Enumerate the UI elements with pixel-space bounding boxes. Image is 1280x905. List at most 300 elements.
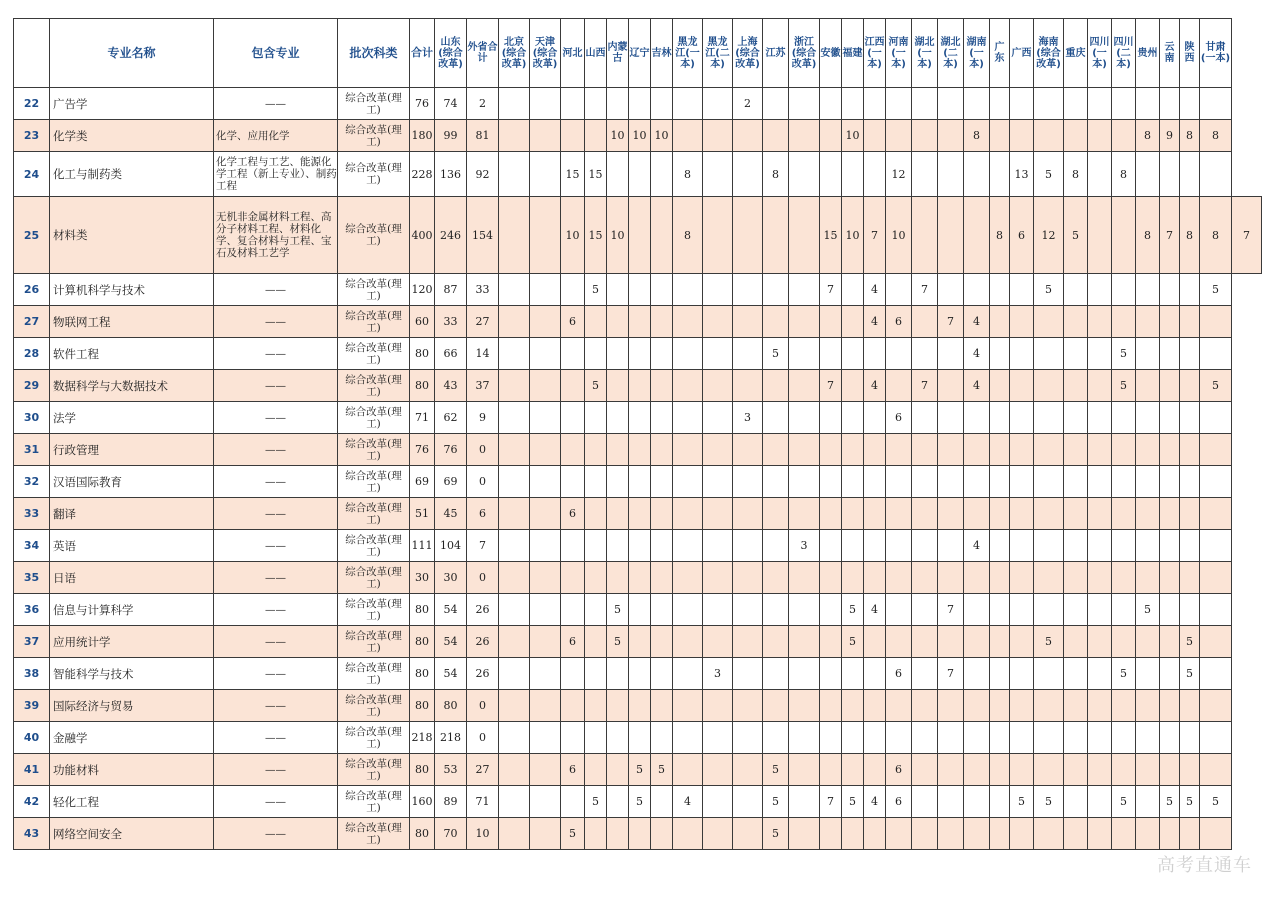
column-header: 湖北(一本) [912,19,938,88]
quota-cell [703,530,733,562]
quota-cell [864,754,886,786]
quota-cell [1200,562,1232,594]
included-majors: —— [214,466,338,498]
quota-cell [733,120,763,152]
quota-cell [703,498,733,530]
quota-cell [1180,498,1200,530]
quota-cell [820,120,842,152]
quota-cell: 89 [435,786,467,818]
quota-cell [1160,338,1180,370]
quota-cell [1010,594,1034,626]
quota-cell [864,530,886,562]
quota-cell: 6 [886,754,912,786]
quota-cell: 5 [585,274,607,306]
row-number: 22 [14,88,50,120]
quota-cell [1010,370,1034,402]
quota-cell [629,152,651,197]
quota-cell [733,197,763,274]
quota-cell: 8 [1136,120,1160,152]
major-name: 法学 [50,402,214,434]
quota-cell: 4 [964,338,990,370]
included-majors: —— [214,370,338,402]
row-number: 30 [14,402,50,434]
quota-cell: 4 [864,306,886,338]
quota-cell: 80 [410,818,435,850]
quota-cell: 3 [733,402,763,434]
table-row [14,786,1262,818]
quota-cell [499,338,530,370]
included-majors: —— [214,530,338,562]
quota-cell: 6 [886,786,912,818]
quota-cell [607,786,629,818]
quota-cell [820,722,842,754]
quota-cell [561,120,585,152]
quota-cell [990,562,1010,594]
quota-cell [763,274,789,306]
column-header: 四川(一本) [1088,19,1112,88]
quota-cell [886,466,912,498]
quota-cell [938,498,964,530]
quota-cell [607,152,629,197]
quota-cell: 4 [964,306,990,338]
quota-cell [561,466,585,498]
quota-cell [964,197,990,274]
quota-cell [1112,562,1136,594]
quota-cell [964,498,990,530]
quota-cell [820,594,842,626]
quota-cell: 5 [607,626,629,658]
row-number: 42 [14,786,50,818]
quota-cell [938,466,964,498]
quota-cell: 8 [1136,197,1160,274]
quota-cell [585,402,607,434]
quota-cell [585,88,607,120]
quota-cell [964,722,990,754]
batch-category: 综合改革(理工) [338,274,410,306]
quota-cell: 4 [864,786,886,818]
quota-cell [820,530,842,562]
batch-category: 综合改革(理工) [338,370,410,402]
quota-cell [1034,722,1064,754]
quota-cell [629,690,651,722]
column-header: 湖北(二本) [938,19,964,88]
quota-cell [990,754,1010,786]
major-name: 数据科学与大数据技术 [50,370,214,402]
quota-cell [912,197,938,274]
row-number: 27 [14,306,50,338]
quota-cell [864,434,886,466]
quota-cell [789,786,820,818]
quota-cell [499,626,530,658]
quota-cell [1088,626,1112,658]
row-number: 23 [14,120,50,152]
quota-cell: 104 [435,530,467,562]
quota-cell [703,786,733,818]
quota-cell [1088,818,1112,850]
quota-cell: 66 [435,338,467,370]
quota-cell: 99 [435,120,467,152]
quota-cell [1136,690,1160,722]
column-header: 上海(综合改革) [733,19,763,88]
quota-cell [651,306,673,338]
quota-cell [585,690,607,722]
quota-cell [1010,434,1034,466]
quota-cell [703,690,733,722]
quota-cell [1064,562,1088,594]
quota-cell: 15 [585,152,607,197]
quota-cell [1034,338,1064,370]
quota-cell: 7 [467,530,499,562]
quota-cell [789,562,820,594]
quota-cell: 80 [410,338,435,370]
quota-cell: 0 [467,562,499,594]
quota-cell [1034,370,1064,402]
quota-cell: 80 [410,626,435,658]
quota-cell [733,786,763,818]
quota-cell [629,338,651,370]
quota-cell: 5 [1034,786,1064,818]
quota-cell [499,466,530,498]
quota-cell [673,120,703,152]
quota-cell: 5 [629,754,651,786]
quota-cell [789,466,820,498]
quota-cell [789,594,820,626]
quota-cell: 0 [467,722,499,754]
quota-cell [1200,402,1232,434]
quota-cell: 4 [864,274,886,306]
batch-category: 综合改革(理工) [338,152,410,197]
quota-cell [964,690,990,722]
quota-cell: 5 [607,594,629,626]
major-name: 材料类 [50,197,214,274]
quota-cell [561,88,585,120]
quota-cell [1088,658,1112,690]
quota-cell [733,466,763,498]
quota-cell [703,626,733,658]
quota-cell [1010,818,1034,850]
quota-cell [673,370,703,402]
quota-cell [499,722,530,754]
column-header: 包含专业 [214,19,338,88]
quota-cell [789,152,820,197]
quota-cell [1136,626,1160,658]
quota-cell [763,402,789,434]
quota-cell: 15 [561,152,585,197]
column-header: 内蒙古 [607,19,629,88]
table-row [14,88,1262,120]
quota-cell [789,818,820,850]
quota-cell: 10 [629,120,651,152]
quota-cell [1180,722,1200,754]
quota-cell [561,338,585,370]
quota-cell [990,120,1010,152]
column-header: 批次科类 [338,19,410,88]
quota-cell [1064,722,1088,754]
quota-cell [1088,562,1112,594]
quota-cell [1136,402,1160,434]
major-name: 轻化工程 [50,786,214,818]
quota-cell: 5 [629,786,651,818]
quota-cell [530,306,561,338]
quota-cell [1180,338,1200,370]
quota-cell [763,88,789,120]
quota-cell [1112,818,1136,850]
quota-cell: 4 [864,370,886,402]
quota-cell [1136,274,1160,306]
quota-cell [789,434,820,466]
quota-cell [499,754,530,786]
quota-cell: 8 [1112,152,1136,197]
quota-cell [789,120,820,152]
quota-cell: 80 [410,754,435,786]
table-row [14,338,1262,370]
table-row [14,690,1262,722]
quota-cell [1160,722,1180,754]
quota-cell [651,626,673,658]
included-majors: —— [214,626,338,658]
quota-cell: 5 [585,370,607,402]
quota-cell: 71 [467,786,499,818]
quota-cell [1160,370,1180,402]
quota-cell [820,658,842,690]
quota-cell: 76 [435,434,467,466]
quota-cell [1010,274,1034,306]
quota-cell [1136,466,1160,498]
batch-category: 综合改革(理工) [338,530,410,562]
column-header: 浙江(综合改革) [789,19,820,88]
quota-cell: 43 [435,370,467,402]
quota-cell [607,274,629,306]
quota-cell [651,562,673,594]
quota-cell: 10 [651,120,673,152]
quota-cell [499,402,530,434]
quota-cell [990,434,1010,466]
quota-cell [499,434,530,466]
quota-cell [1010,530,1034,562]
quota-cell: 54 [435,594,467,626]
quota-cell [842,434,864,466]
quota-cell [938,402,964,434]
column-header: 广东 [990,19,1010,88]
quota-cell: 5 [1180,658,1200,690]
table-row [14,722,1262,754]
row-number: 25 [14,197,50,274]
quota-cell: 14 [467,338,499,370]
quota-cell [964,434,990,466]
quota-cell [607,498,629,530]
batch-category: 综合改革(理工) [338,786,410,818]
table-row [14,152,1262,197]
quota-cell [990,306,1010,338]
header-row [14,19,1262,88]
quota-cell [789,306,820,338]
row-number: 28 [14,338,50,370]
quota-cell [673,562,703,594]
quota-cell [733,658,763,690]
quota-cell [864,338,886,370]
quota-cell [789,338,820,370]
column-header: 陕西 [1180,19,1200,88]
quota-cell [763,370,789,402]
quota-cell: 5 [1034,152,1064,197]
quota-cell [938,152,964,197]
quota-cell [886,562,912,594]
quota-cell [1200,626,1232,658]
quota-cell [673,754,703,786]
quota-cell [673,498,703,530]
quota-cell [530,658,561,690]
quota-cell [938,338,964,370]
quota-cell [763,562,789,594]
quota-cell [1064,754,1088,786]
quota-cell [651,197,673,274]
quota-cell [733,274,763,306]
quota-cell [1034,120,1064,152]
quota-cell [1064,466,1088,498]
table-row [14,306,1262,338]
quota-cell: 7 [938,306,964,338]
table-row [14,370,1262,402]
table-row [14,434,1262,466]
quota-cell [820,498,842,530]
quota-cell: 45 [435,498,467,530]
quota-cell: 53 [435,754,467,786]
quota-cell [607,370,629,402]
quota-cell: 5 [1112,338,1136,370]
row-number: 34 [14,530,50,562]
column-header: 河南(一本) [886,19,912,88]
quota-cell: 9 [1160,120,1180,152]
quota-cell [607,818,629,850]
quota-cell: 74 [435,88,467,120]
quota-cell: 33 [435,306,467,338]
major-name: 国际经济与贸易 [50,690,214,722]
quota-cell [1034,562,1064,594]
quota-cell [1160,306,1180,338]
quota-cell [1064,370,1088,402]
quota-cell [1064,88,1088,120]
quota-cell [1034,818,1064,850]
column-header: 河北 [561,19,585,88]
quota-cell [703,818,733,850]
column-header: 安徽 [820,19,842,88]
quota-cell [938,370,964,402]
quota-cell [912,626,938,658]
quota-cell [607,306,629,338]
quota-cell [1200,658,1232,690]
quota-cell [789,722,820,754]
quota-cell [1200,498,1232,530]
quota-cell [964,658,990,690]
quota-cell [886,594,912,626]
quota-cell [938,562,964,594]
quota-cell [499,120,530,152]
quota-cell [938,434,964,466]
quota-cell [530,722,561,754]
quota-cell [673,306,703,338]
quota-cell [585,594,607,626]
row-number: 40 [14,722,50,754]
quota-cell [530,338,561,370]
quota-cell [912,530,938,562]
batch-category: 综合改革(理工) [338,658,410,690]
quota-cell [912,498,938,530]
quota-cell: 6 [561,626,585,658]
quota-cell: 5 [1200,786,1232,818]
quota-cell [733,818,763,850]
quota-cell [842,370,864,402]
quota-cell: 5 [1112,370,1136,402]
quota-cell [938,754,964,786]
quota-cell [607,88,629,120]
quota-cell [1010,722,1034,754]
quota-cell [1112,754,1136,786]
table-row [14,498,1262,530]
quota-cell [561,562,585,594]
included-majors: —— [214,562,338,594]
column-header: 黑龙江(一本) [673,19,703,88]
quota-cell [651,818,673,850]
major-name: 广告学 [50,88,214,120]
quota-cell: 12 [886,152,912,197]
quota-cell [651,466,673,498]
quota-cell: 0 [467,434,499,466]
quota-cell: 37 [467,370,499,402]
quota-cell [651,434,673,466]
quota-cell [629,818,651,850]
included-majors: —— [214,818,338,850]
included-majors: —— [214,306,338,338]
quota-cell [938,197,964,274]
quota-cell [1112,626,1136,658]
quota-cell [1010,466,1034,498]
quota-cell [651,274,673,306]
quota-cell [912,722,938,754]
quota-cell: 54 [435,626,467,658]
quota-cell [820,754,842,786]
quota-cell [530,530,561,562]
quota-cell: 6 [886,306,912,338]
quota-cell [1064,786,1088,818]
quota-cell [499,274,530,306]
quota-cell [763,722,789,754]
quota-cell [789,658,820,690]
quota-cell [1064,274,1088,306]
quota-cell [585,658,607,690]
quota-cell [990,594,1010,626]
quota-cell [561,530,585,562]
quota-cell: 0 [467,466,499,498]
quota-cell: 8 [763,152,789,197]
quota-cell [629,466,651,498]
batch-category: 综合改革(理工) [338,338,410,370]
quota-cell [733,626,763,658]
quota-cell [1112,530,1136,562]
quota-cell [1200,306,1232,338]
quota-cell [651,498,673,530]
quota-cell [499,370,530,402]
quota-cell: 76 [410,88,435,120]
quota-cell: 8 [990,197,1010,274]
quota-cell [1088,530,1112,562]
quota-cell [964,754,990,786]
quota-cell: 5 [1034,626,1064,658]
quota-cell [1200,152,1232,197]
quota-cell [1088,338,1112,370]
quota-cell [1112,197,1136,274]
quota-cell [1034,498,1064,530]
quota-cell [1180,562,1200,594]
